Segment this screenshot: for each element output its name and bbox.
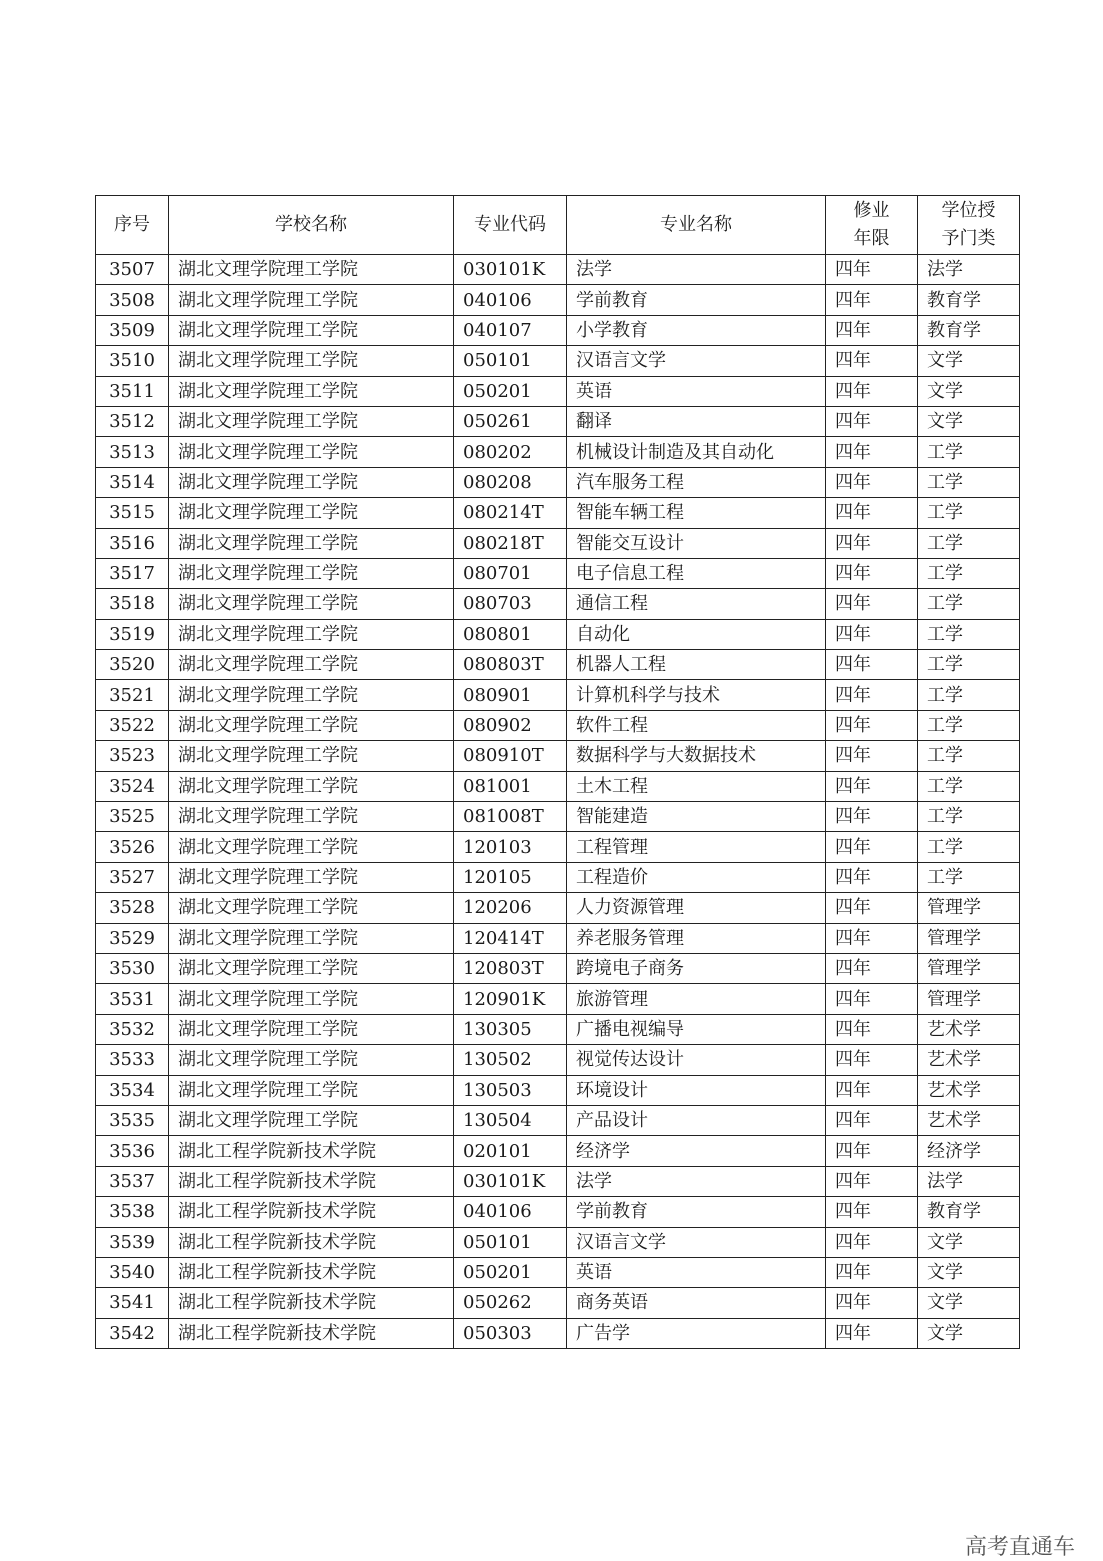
cell-major-name: 学前教育 xyxy=(567,1197,826,1227)
cell-major-code: 080208 xyxy=(454,467,567,497)
cell-degree-category: 文学 xyxy=(918,1227,1020,1257)
cell-school-name: 湖北文理学院理工学院 xyxy=(169,315,454,345)
cell-school-name: 湖北文理学院理工学院 xyxy=(169,1105,454,1135)
cell-degree-category: 工学 xyxy=(918,528,1020,558)
cell-degree-category: 教育学 xyxy=(918,285,1020,315)
table-row xyxy=(96,255,1020,285)
table-row xyxy=(96,953,1020,983)
cell-school-name: 湖北工程学院新技术学院 xyxy=(169,1288,454,1318)
cell-degree-category: 工学 xyxy=(918,862,1020,892)
cell-major-name: 产品设计 xyxy=(567,1105,826,1135)
cell-duration: 四年 xyxy=(826,680,918,710)
cell-school-name: 湖北文理学院理工学院 xyxy=(169,346,454,376)
cell-major-code: 080703 xyxy=(454,589,567,619)
cell-duration: 四年 xyxy=(826,558,918,588)
cell-index: 3528 xyxy=(96,893,169,923)
cell-school-name: 湖北工程学院新技术学院 xyxy=(169,1197,454,1227)
cell-major-name: 旅游管理 xyxy=(567,984,826,1014)
cell-duration: 四年 xyxy=(826,1075,918,1105)
cell-index: 3529 xyxy=(96,923,169,953)
cell-major-code: 130502 xyxy=(454,1045,567,1075)
cell-major-name: 法学 xyxy=(567,255,826,285)
table-row xyxy=(96,984,1020,1014)
cell-degree-category: 工学 xyxy=(918,437,1020,467)
cell-major-name: 商务英语 xyxy=(567,1288,826,1318)
cell-duration: 四年 xyxy=(826,923,918,953)
cell-major-code: 081008T xyxy=(454,802,567,832)
cell-major-name: 学前教育 xyxy=(567,285,826,315)
cell-major-name: 汽车服务工程 xyxy=(567,467,826,497)
cell-degree-category: 管理学 xyxy=(918,953,1020,983)
cell-duration: 四年 xyxy=(826,315,918,345)
cell-degree-category: 工学 xyxy=(918,558,1020,588)
cell-duration: 四年 xyxy=(826,802,918,832)
cell-major-name: 智能交互设计 xyxy=(567,528,826,558)
cell-school-name: 湖北工程学院新技术学院 xyxy=(169,1166,454,1196)
cell-degree-category: 艺术学 xyxy=(918,1014,1020,1044)
cell-school-name: 湖北文理学院理工学院 xyxy=(169,862,454,892)
cell-school-name: 湖北文理学院理工学院 xyxy=(169,802,454,832)
cell-major-name: 英语 xyxy=(567,376,826,406)
cell-degree-category: 工学 xyxy=(918,680,1020,710)
cell-index: 3518 xyxy=(96,589,169,619)
cell-degree-category: 工学 xyxy=(918,589,1020,619)
header-major-name: 专业名称 xyxy=(567,196,826,255)
table-body xyxy=(96,255,1020,1349)
header-row xyxy=(96,196,1020,255)
cell-index: 3542 xyxy=(96,1318,169,1348)
cell-index: 3524 xyxy=(96,771,169,801)
cell-index: 3513 xyxy=(96,437,169,467)
cell-major-code: 081001 xyxy=(454,771,567,801)
table-row xyxy=(96,1075,1020,1105)
cell-degree-category: 法学 xyxy=(918,255,1020,285)
cell-major-code: 120103 xyxy=(454,832,567,862)
cell-index: 3525 xyxy=(96,802,169,832)
cell-index: 3515 xyxy=(96,498,169,528)
table-row xyxy=(96,467,1020,497)
cell-degree-category: 文学 xyxy=(918,1257,1020,1287)
cell-major-code: 080902 xyxy=(454,710,567,740)
cell-school-name: 湖北文理学院理工学院 xyxy=(169,741,454,771)
cell-index: 3520 xyxy=(96,650,169,680)
cell-index: 3537 xyxy=(96,1166,169,1196)
cell-school-name: 湖北工程学院新技术学院 xyxy=(169,1318,454,1348)
cell-major-code: 030101K xyxy=(454,255,567,285)
cell-duration: 四年 xyxy=(826,619,918,649)
cell-degree-category: 工学 xyxy=(918,619,1020,649)
cell-degree-category: 艺术学 xyxy=(918,1045,1020,1075)
cell-school-name: 湖北工程学院新技术学院 xyxy=(169,1227,454,1257)
cell-major-code: 130503 xyxy=(454,1075,567,1105)
cell-school-name: 湖北文理学院理工学院 xyxy=(169,710,454,740)
cell-major-name: 通信工程 xyxy=(567,589,826,619)
cell-school-name: 湖北文理学院理工学院 xyxy=(169,1075,454,1105)
cell-school-name: 湖北文理学院理工学院 xyxy=(169,953,454,983)
cell-index: 3539 xyxy=(96,1227,169,1257)
cell-major-code: 040106 xyxy=(454,1197,567,1227)
table-row xyxy=(96,1197,1020,1227)
cell-duration: 四年 xyxy=(826,406,918,436)
table-header xyxy=(96,196,1020,255)
cell-duration: 四年 xyxy=(826,741,918,771)
cell-index: 3540 xyxy=(96,1257,169,1287)
cell-major-code: 120206 xyxy=(454,893,567,923)
cell-major-name: 机器人工程 xyxy=(567,650,826,680)
table-row xyxy=(96,893,1020,923)
cell-index: 3511 xyxy=(96,376,169,406)
cell-duration: 四年 xyxy=(826,862,918,892)
cell-major-name: 自动化 xyxy=(567,619,826,649)
cell-school-name: 湖北文理学院理工学院 xyxy=(169,771,454,801)
cell-degree-category: 工学 xyxy=(918,498,1020,528)
cell-index: 3521 xyxy=(96,680,169,710)
cell-major-code: 050261 xyxy=(454,406,567,436)
cell-duration: 四年 xyxy=(826,1197,918,1227)
table-row xyxy=(96,315,1020,345)
cell-degree-category: 经济学 xyxy=(918,1136,1020,1166)
table-row xyxy=(96,346,1020,376)
cell-major-name: 视觉传达设计 xyxy=(567,1045,826,1075)
cell-index: 3530 xyxy=(96,953,169,983)
cell-index: 3534 xyxy=(96,1075,169,1105)
cell-major-name: 工程管理 xyxy=(567,832,826,862)
cell-school-name: 湖北文理学院理工学院 xyxy=(169,406,454,436)
cell-duration: 四年 xyxy=(826,1105,918,1135)
cell-major-name: 数据科学与大数据技术 xyxy=(567,741,826,771)
table-row xyxy=(96,710,1020,740)
table-row xyxy=(96,771,1020,801)
cell-school-name: 湖北文理学院理工学院 xyxy=(169,467,454,497)
cell-duration: 四年 xyxy=(826,893,918,923)
cell-major-code: 120105 xyxy=(454,862,567,892)
cell-major-code: 050101 xyxy=(454,1227,567,1257)
cell-index: 3510 xyxy=(96,346,169,376)
cell-school-name: 湖北文理学院理工学院 xyxy=(169,1045,454,1075)
cell-duration: 四年 xyxy=(826,1045,918,1075)
header-major-code: 专业代码 xyxy=(454,196,567,255)
cell-duration: 四年 xyxy=(826,285,918,315)
cell-duration: 四年 xyxy=(826,528,918,558)
cell-major-code: 080803T xyxy=(454,650,567,680)
cell-duration: 四年 xyxy=(826,984,918,1014)
cell-duration: 四年 xyxy=(826,376,918,406)
cell-index: 3514 xyxy=(96,467,169,497)
cell-school-name: 湖北文理学院理工学院 xyxy=(169,376,454,406)
cell-duration: 四年 xyxy=(826,1288,918,1318)
cell-school-name: 湖北文理学院理工学院 xyxy=(169,528,454,558)
table-row xyxy=(96,1105,1020,1135)
cell-major-name: 智能建造 xyxy=(567,802,826,832)
cell-degree-category: 管理学 xyxy=(918,893,1020,923)
watermark-text: 高考直通车 xyxy=(964,1535,1075,1560)
table-row xyxy=(96,1257,1020,1287)
cell-index: 3522 xyxy=(96,710,169,740)
cell-major-name: 养老服务管理 xyxy=(567,923,826,953)
table-row xyxy=(96,1318,1020,1348)
table-row xyxy=(96,406,1020,436)
cell-major-code: 040107 xyxy=(454,315,567,345)
header-index: 序号 xyxy=(96,196,169,255)
cell-index: 3526 xyxy=(96,832,169,862)
cell-major-code: 040106 xyxy=(454,285,567,315)
cell-index: 3541 xyxy=(96,1288,169,1318)
cell-major-code: 020101 xyxy=(454,1136,567,1166)
cell-degree-category: 管理学 xyxy=(918,923,1020,953)
cell-duration: 四年 xyxy=(826,771,918,801)
cell-degree-category: 文学 xyxy=(918,406,1020,436)
table-row xyxy=(96,1045,1020,1075)
cell-major-name: 汉语言文学 xyxy=(567,1227,826,1257)
cell-degree-category: 艺术学 xyxy=(918,1105,1020,1135)
cell-major-name: 广告学 xyxy=(567,1318,826,1348)
cell-index: 3509 xyxy=(96,315,169,345)
cell-school-name: 湖北文理学院理工学院 xyxy=(169,650,454,680)
header-school-name: 学校名称 xyxy=(169,196,454,255)
cell-degree-category: 法学 xyxy=(918,1166,1020,1196)
cell-duration: 四年 xyxy=(826,589,918,619)
cell-major-name: 电子信息工程 xyxy=(567,558,826,588)
cell-school-name: 湖北工程学院新技术学院 xyxy=(169,1136,454,1166)
cell-index: 3516 xyxy=(96,528,169,558)
cell-major-code: 050101 xyxy=(454,346,567,376)
cell-major-code: 130504 xyxy=(454,1105,567,1135)
cell-major-name: 土木工程 xyxy=(567,771,826,801)
cell-school-name: 湖北文理学院理工学院 xyxy=(169,923,454,953)
cell-duration: 四年 xyxy=(826,1257,918,1287)
cell-index: 3536 xyxy=(96,1136,169,1166)
cell-major-name: 软件工程 xyxy=(567,710,826,740)
cell-duration: 四年 xyxy=(826,255,918,285)
cell-index: 3523 xyxy=(96,741,169,771)
cell-degree-category: 艺术学 xyxy=(918,1075,1020,1105)
cell-degree-category: 工学 xyxy=(918,741,1020,771)
table-row xyxy=(96,650,1020,680)
cell-major-name: 智能车辆工程 xyxy=(567,498,826,528)
cell-degree-category: 工学 xyxy=(918,832,1020,862)
table-row xyxy=(96,285,1020,315)
cell-major-code: 030101K xyxy=(454,1166,567,1196)
cell-school-name: 湖北工程学院新技术学院 xyxy=(169,1257,454,1287)
table-row xyxy=(96,1014,1020,1044)
table-row xyxy=(96,923,1020,953)
cell-major-name: 计算机科学与技术 xyxy=(567,680,826,710)
cell-school-name: 湖北文理学院理工学院 xyxy=(169,255,454,285)
cell-index: 3517 xyxy=(96,558,169,588)
cell-duration: 四年 xyxy=(826,1227,918,1257)
cell-major-name: 汉语言文学 xyxy=(567,346,826,376)
cell-school-name: 湖北文理学院理工学院 xyxy=(169,984,454,1014)
cell-degree-category: 工学 xyxy=(918,771,1020,801)
header-degree-category: 学位授 予门类 xyxy=(918,196,1020,255)
cell-duration: 四年 xyxy=(826,346,918,376)
majors-table xyxy=(95,195,1020,1349)
cell-index: 3533 xyxy=(96,1045,169,1075)
table-row xyxy=(96,832,1020,862)
table-row xyxy=(96,437,1020,467)
cell-duration: 四年 xyxy=(826,437,918,467)
cell-duration: 四年 xyxy=(826,1318,918,1348)
cell-major-code: 050201 xyxy=(454,376,567,406)
table-row xyxy=(96,498,1020,528)
table-row xyxy=(96,802,1020,832)
table-row xyxy=(96,741,1020,771)
cell-school-name: 湖北文理学院理工学院 xyxy=(169,893,454,923)
cell-index: 3531 xyxy=(96,984,169,1014)
table-row xyxy=(96,528,1020,558)
cell-major-code: 080701 xyxy=(454,558,567,588)
cell-major-name: 广播电视编导 xyxy=(567,1014,826,1044)
cell-school-name: 湖北文理学院理工学院 xyxy=(169,832,454,862)
cell-index: 3512 xyxy=(96,406,169,436)
cell-major-code: 080202 xyxy=(454,437,567,467)
cell-index: 3519 xyxy=(96,619,169,649)
table-row xyxy=(96,1166,1020,1196)
cell-duration: 四年 xyxy=(826,1014,918,1044)
cell-major-code: 080218T xyxy=(454,528,567,558)
cell-major-name: 翻译 xyxy=(567,406,826,436)
cell-index: 3507 xyxy=(96,255,169,285)
cell-duration: 四年 xyxy=(826,832,918,862)
cell-duration: 四年 xyxy=(826,650,918,680)
cell-degree-category: 工学 xyxy=(918,802,1020,832)
cell-duration: 四年 xyxy=(826,498,918,528)
cell-school-name: 湖北文理学院理工学院 xyxy=(169,498,454,528)
cell-major-code: 130305 xyxy=(454,1014,567,1044)
table-row xyxy=(96,589,1020,619)
table-row xyxy=(96,558,1020,588)
cell-major-code: 080214T xyxy=(454,498,567,528)
cell-duration: 四年 xyxy=(826,467,918,497)
table-row xyxy=(96,1136,1020,1166)
cell-degree-category: 教育学 xyxy=(918,315,1020,345)
cell-index: 3508 xyxy=(96,285,169,315)
cell-index: 3535 xyxy=(96,1105,169,1135)
cell-degree-category: 文学 xyxy=(918,1288,1020,1318)
cell-major-name: 人力资源管理 xyxy=(567,893,826,923)
cell-major-code: 050262 xyxy=(454,1288,567,1318)
table-row xyxy=(96,1288,1020,1318)
cell-major-name: 小学教育 xyxy=(567,315,826,345)
cell-major-name: 环境设计 xyxy=(567,1075,826,1105)
cell-degree-category: 管理学 xyxy=(918,984,1020,1014)
cell-degree-category: 工学 xyxy=(918,650,1020,680)
cell-duration: 四年 xyxy=(826,1136,918,1166)
cell-major-code: 050201 xyxy=(454,1257,567,1287)
header-duration: 修业 年限 xyxy=(826,196,918,255)
cell-school-name: 湖北文理学院理工学院 xyxy=(169,680,454,710)
cell-degree-category: 文学 xyxy=(918,1318,1020,1348)
cell-index: 3538 xyxy=(96,1197,169,1227)
cell-major-code: 080901 xyxy=(454,680,567,710)
cell-duration: 四年 xyxy=(826,953,918,983)
cell-major-name: 工程造价 xyxy=(567,862,826,892)
cell-school-name: 湖北文理学院理工学院 xyxy=(169,619,454,649)
table-row xyxy=(96,619,1020,649)
cell-school-name: 湖北文理学院理工学院 xyxy=(169,1014,454,1044)
cell-degree-category: 文学 xyxy=(918,376,1020,406)
cell-major-code: 120803T xyxy=(454,953,567,983)
cell-school-name: 湖北文理学院理工学院 xyxy=(169,285,454,315)
cell-major-code: 120414T xyxy=(454,923,567,953)
cell-major-name: 机械设计制造及其自动化 xyxy=(567,437,826,467)
table-row xyxy=(96,376,1020,406)
cell-degree-category: 教育学 xyxy=(918,1197,1020,1227)
cell-duration: 四年 xyxy=(826,1166,918,1196)
cell-major-name: 英语 xyxy=(567,1257,826,1287)
cell-index: 3532 xyxy=(96,1014,169,1044)
cell-school-name: 湖北文理学院理工学院 xyxy=(169,437,454,467)
table-row xyxy=(96,680,1020,710)
cell-major-name: 跨境电子商务 xyxy=(567,953,826,983)
cell-degree-category: 工学 xyxy=(918,710,1020,740)
cell-school-name: 湖北文理学院理工学院 xyxy=(169,589,454,619)
table-row xyxy=(96,1227,1020,1257)
cell-degree-category: 工学 xyxy=(918,467,1020,497)
cell-major-code: 080910T xyxy=(454,741,567,771)
cell-index: 3527 xyxy=(96,862,169,892)
cell-major-name: 经济学 xyxy=(567,1136,826,1166)
table-row xyxy=(96,862,1020,892)
cell-degree-category: 文学 xyxy=(918,346,1020,376)
cell-major-code: 120901K xyxy=(454,984,567,1014)
cell-school-name: 湖北文理学院理工学院 xyxy=(169,558,454,588)
cell-major-code: 050303 xyxy=(454,1318,567,1348)
cell-major-name: 法学 xyxy=(567,1166,826,1196)
cell-duration: 四年 xyxy=(826,710,918,740)
cell-major-code: 080801 xyxy=(454,619,567,649)
